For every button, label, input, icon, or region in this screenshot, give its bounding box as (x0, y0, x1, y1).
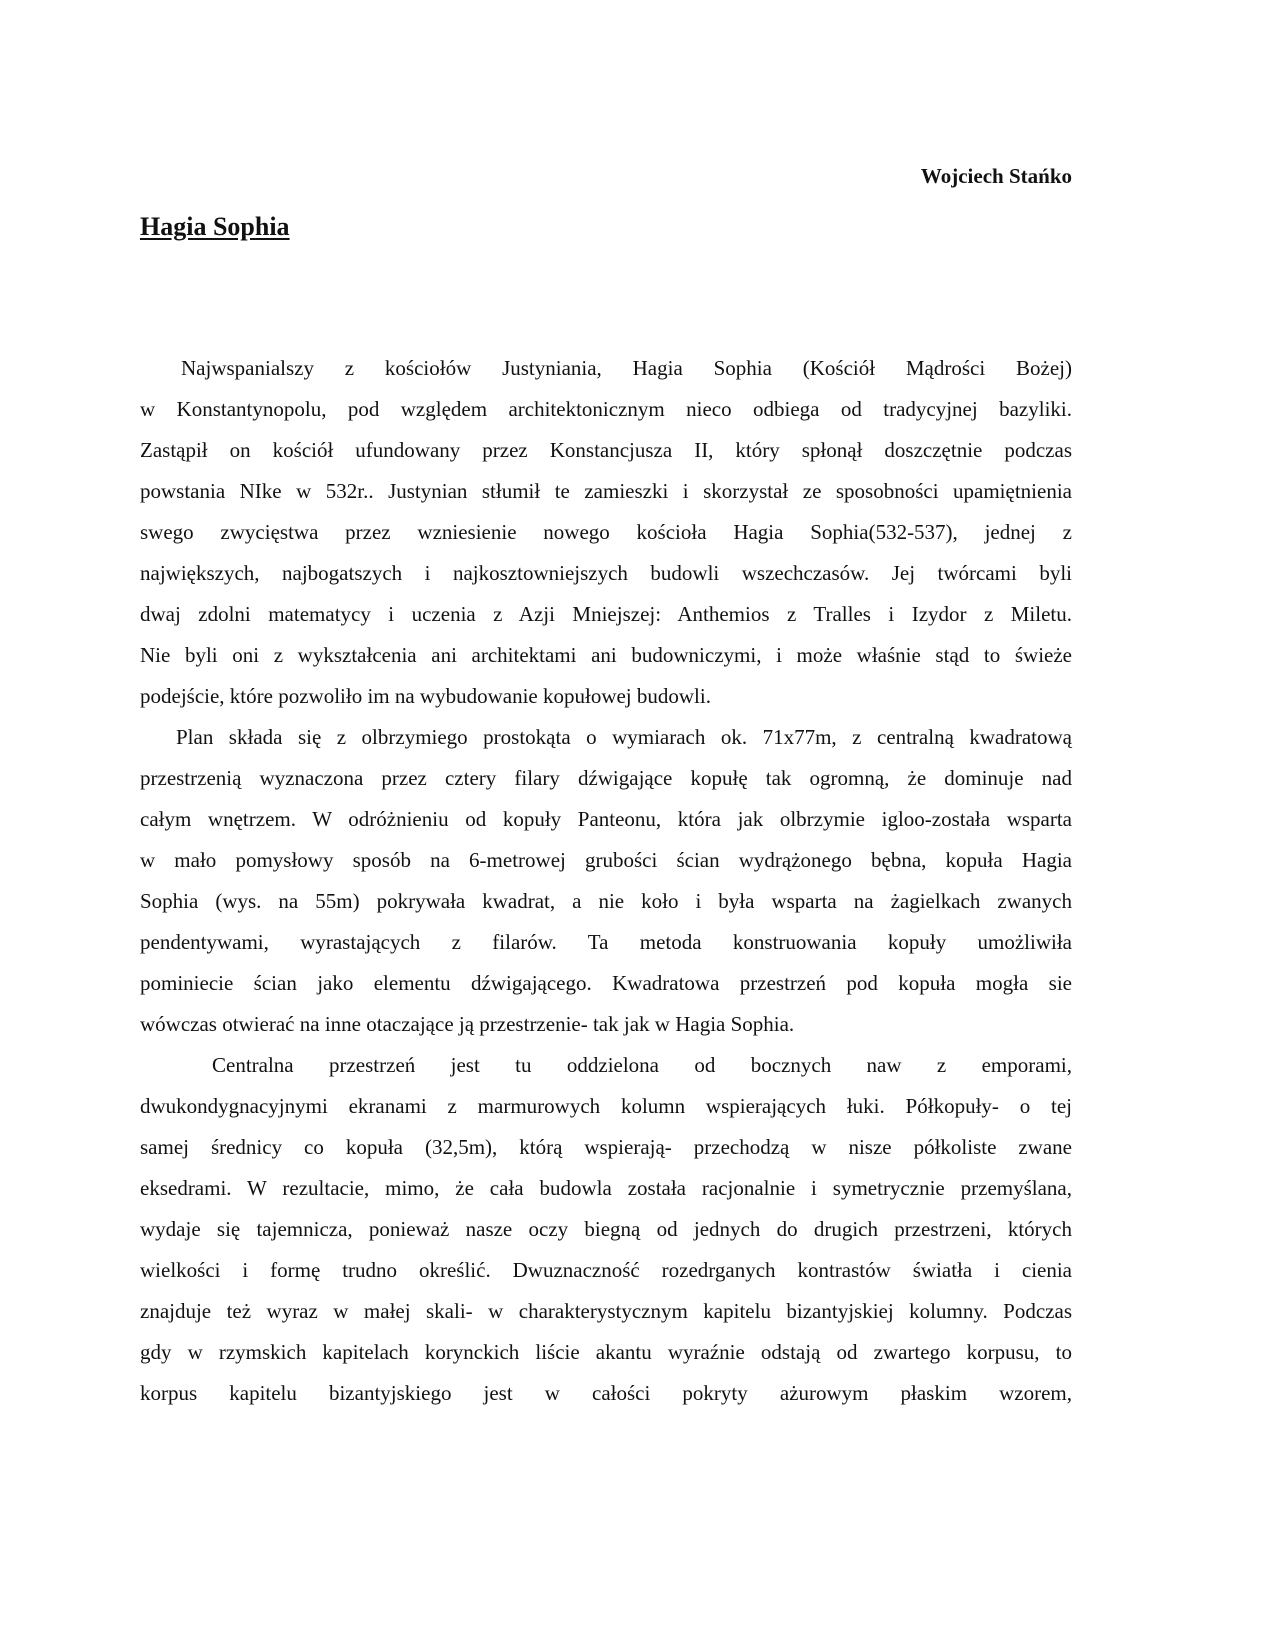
text-line: wydaje się tajemnicza, ponieważ nasze oczy biegną od jednych do drugich przestrzeni, których (140, 1217, 1072, 1241)
text-line: swego zwycięstwa przez wzniesienie nowego kościoła Hagia Sophia(532-537), jednej z (140, 520, 1072, 544)
text-line: Najwspanialszy z kościołów Justyniania, Hagia Sophia (Kościół Mądrości Bożej) (181, 356, 1072, 380)
text-line: wielkości i formę trudno określić. Dwuznaczność rozedrganych kontrastów światła i cienia (140, 1258, 1072, 1282)
text-line: znajduje też wyraz w małej skali- w charakterystycznym kapitelu bizantyjskiej kolumny. Podczas (140, 1299, 1072, 1323)
text-line: Zastąpił on kościół ufundowany przez Konstancjusza II, który spłonął doszczętnie podczas (140, 438, 1072, 462)
text-line: eksedrami. W rezultacie, mimo, że cała budowla została racjonalnie i symetrycznie przemyślana, (140, 1176, 1072, 1200)
text-line: Sophia (wys. na 55m) pokrywała kwadrat, a nie koło i była wsparta na żagielkach zwanych (140, 889, 1072, 913)
text-line: samej średnicy co kopuła (32,5m), którą wspierają- przechodzą w nisze półkoliste zwane (140, 1135, 1072, 1159)
text-line: całym wnętrzem. W odróżnieniu od kopuły Panteonu, która jak olbrzymie igloo-została wsparta (140, 807, 1072, 831)
text-line: Nie byli oni z wykształcenia ani architektami ani budowniczymi, i może właśnie stąd to świeże (140, 643, 1072, 667)
document-title: Hagia Sophia (140, 212, 290, 241)
text-line: przestrzenią wyznaczona przez cztery filary dźwigające kopułę tak ogromną, że dominuje nad (140, 766, 1072, 790)
author-name: Wojciech Stańko (920, 164, 1072, 188)
text-line: dwaj zdolni matematycy i uczenia z Azji Mniejszej: Anthemios z Tralles i Izydor z Miletu. (140, 602, 1072, 626)
text-line: w mało pomysłowy sposób na 6-metrowej grubości ścian wydrążonego bębna, kopuła Hagia (140, 848, 1072, 872)
text-line: Plan składa się z olbrzymiego prostokąta o wymiarach ok. 71x77m, z centralną kwadratową (176, 725, 1072, 749)
text-line: dwukondygnacyjnymi ekranami z marmurowych kolumn wspierających łuki. Półkopuły- o tej (140, 1094, 1072, 1118)
document-body (140, 348, 1072, 1414)
text-line: największych, najbogatszych i najkosztowniejszych budowli wszechczasów. Jej twórcami byli (140, 561, 1072, 585)
text-line: pominiecie ścian jako elementu dźwigającego. Kwadratowa przestrzeń pod kopuła mogła sie (140, 971, 1072, 995)
text-line: powstania NIke w 532r.. Justynian stłumił te zamieszki i skorzystał ze sposobności upamiętnienia (140, 479, 1072, 503)
text-line: podejście, które pozwoliło im na wybudowanie kopułowej budowli. (140, 684, 711, 708)
text-line: korpus kapitelu bizantyjskiego jest w całości pokryty ażurowym płaskim wzorem, (140, 1381, 1072, 1405)
text-line: gdy w rzymskich kapitelach korynckich liście akantu wyraźnie odstają od zwartego korpusu, to (140, 1340, 1072, 1364)
text-line: pendentywami, wyrastających z filarów. Ta metoda konstruowania kopuły umożliwiła (140, 930, 1072, 954)
text-line: Centralna przestrzeń jest tu oddzielona od bocznych naw z emporami, (212, 1053, 1072, 1077)
text-line: w Konstantynopolu, pod względem architektonicznym nieco odbiega od tradycyjnej bazyliki. (140, 397, 1072, 421)
text-line: wówczas otwierać na inne otaczające ją przestrzenie- tak jak w Hagia Sophia. (140, 1012, 795, 1036)
